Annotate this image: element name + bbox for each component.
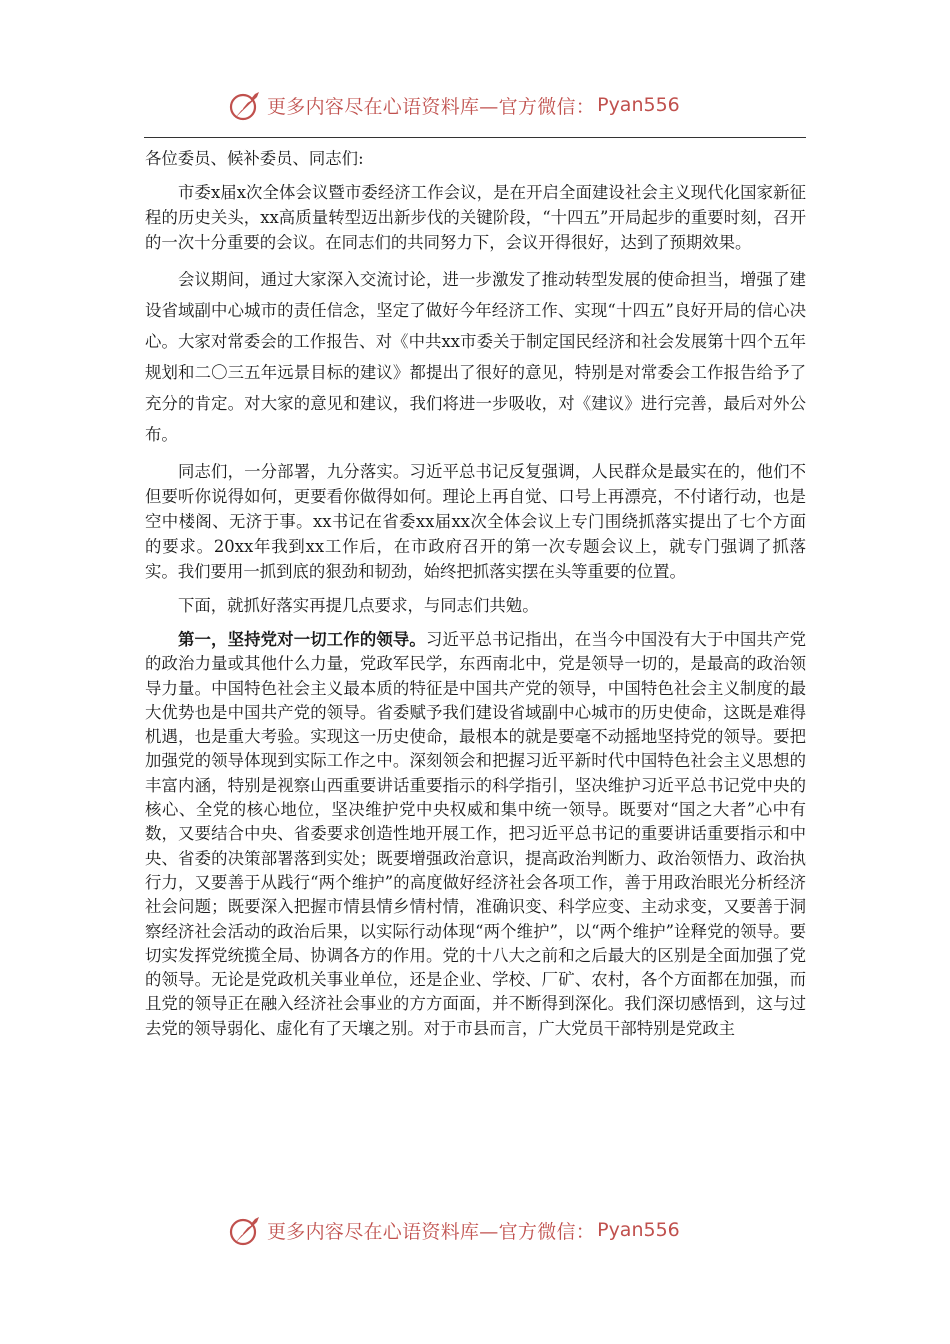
header-banner: [0, 85, 950, 125]
wechat-id: Pyan556: [597, 94, 680, 116]
footer-banner: [0, 1210, 950, 1250]
paragraph-5: [145, 628, 806, 1041]
greeting: 各位委员、候补委员、同志们:: [145, 149, 364, 168]
section-heading: 第一，坚持党对一切工作的领导。: [178, 630, 426, 649]
wechat-id: Pyan556: [597, 1219, 680, 1241]
banner-text: 更多内容尽在心语资料库—官方微信：: [267, 1220, 596, 1243]
header-rule: [144, 137, 806, 138]
quill-logo-icon: [229, 1213, 263, 1247]
document-body: [145, 146, 806, 1041]
paragraph-4: 下面，就抓好落实再提几点要求，与同志们共勉。: [178, 596, 539, 615]
quill-logo-icon: [229, 88, 263, 122]
banner-text: 更多内容尽在心语资料库—官方微信：: [267, 95, 596, 118]
paragraph-1: 市委x届x次全体会议暨市委经济工作会议，是在开启全面建设社会主义现代化国家新征程的历史关头，xx高质量转型迈出新步伐的关键阶段，“十四五”开局起步的重要时刻，召开的一次十分重要的会议。在同志们的共同努力下，会议开得很好，达到了预期效果。: [145, 183, 806, 252]
paragraph-5-body: 习近平总书记指出，在当今中国没有大于中国共产党的政治力量或其他什么力量，党政军民学，东西南北中，党是领导一切的，是最高的政治领导力量。中国特色社会主义最本质的特征是中国共产党的领导，中国特色社会主义制度的最大优势也是中国共产党的领导。省委赋予我们建设省域副中心城市的历史使命，这既是难得机遇，也是重大考验。实现这一历史使命，最根本的就是要毫不动摇地坚持党的领导。要把加强党的领导体现到实际工作之中。深刻领会和把握习近平新时代中国特色社会主义思想的丰富内涵，特别是视察山西重要讲话重要指示的科学指引，坚决维护习近平总书记党中央的核心、全党的核心地位，坚决维护党中央权威和集中统一领导。既要对“国之大者”心中有数，又要结合中央、省委要求创造性地开展工作，把习近平总书记的重要讲话重要指示和中央、省委的决策部署落到实处；既要增强政治意识，提高政治判断力、政治领悟力、政治执行力，又要善于从践行“两个维护”的高度做好经济社会各项工作，善于用政治眼光分析经济社会问题；既要深入把握市情县情乡情村情，准确识变、科学应变、主动求变，又要善于洞察经济社会活动的政治后果，以实际行动体现“两个维护”，以“两个维护”诠释党的领导。要切实发挥党统揽全局、协调各方的作用。党的十八大之前和之后最大的区别是全面加强了党的领导。无论是党政机关事业单位，还是企业、学校、厂矿、农村，各个方面都在加强，而且党的领导正在融入经济社会事业的方方面面，并不断得到深化。我们深切感悟到，这与过去党的领导弱化、虚化有了天壤之别。对于市县而言，广大党员干部特别是党政主: [145, 630, 807, 1038]
paragraph-2: 会议期间，通过大家深入交流讨论，进一步激发了推动转型发展的使命担当，增强了建设省域副中心城市的责任信念，坚定了做好今年经济工作、实现“十四五”良好开局的信心决心。大家对常委会的工作报告、对《中共xx市委关于制定国民经济和社会发展第十四个五年规划和二〇三五年远景目标的建议》都提出了很好的意见，特别是对常委会工作报告给予了充分的肯定。对大家的意见和建议，我们将进一步吸收，对《建议》进行完善，最后对外公布。: [145, 270, 806, 444]
paragraph-3: 同志们，一分部署，九分落实。习近平总书记反复强调，人民群众是最实在的，他们不但要听你说得如何，更要看你做得如何。理论上再自觉、口号上再漂亮，不付诸行动，也是空中楼阁、无济于事。xx书记在省委xx届xx次全体会议上专门围绕抓落实提出了七个方面的要求。20xx年我到xx工作后，在市政府召开的第一次专题会议上，就专门强调了抓落实。我们要用一抓到底的狠劲和韧劲，始终把抓落实摆在头等重要的位置。: [145, 462, 806, 581]
